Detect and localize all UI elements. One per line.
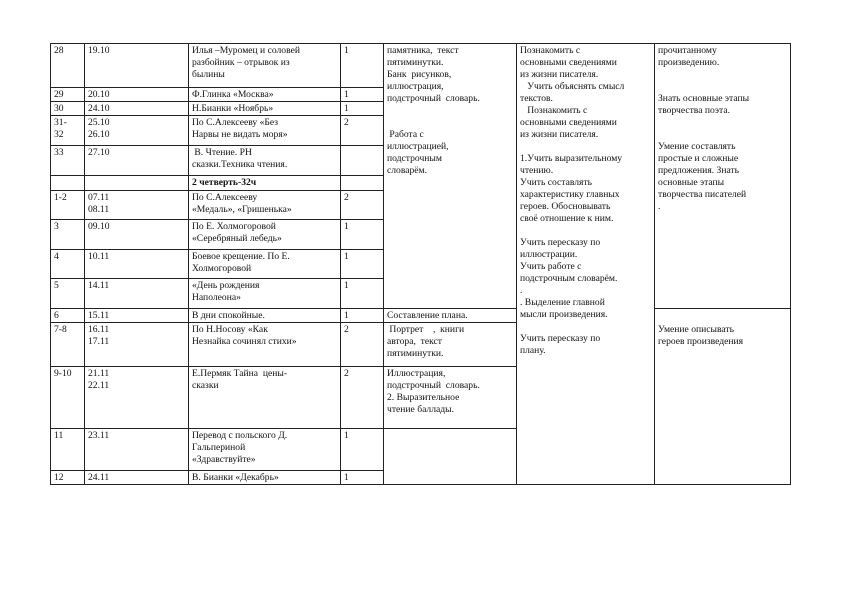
materials-cell: Составление плана. [387,310,468,321]
lesson-topic: Боевое крещение. По Е. Холмогоровой [192,251,290,274]
lesson-topic: В дни спокойные. [192,310,265,321]
lesson-number: 33 [54,147,64,158]
lesson-date: 21.11 22.11 [88,368,110,391]
lesson-date: 24.11 [88,472,110,483]
materials-cell: памятника, текст пятиминутки. Банк рисунков, иллюстрация, подстрочный словарь. Работа с иллюстрацией, подстрочным словарём. [387,45,480,176]
lesson-number: 7-8 [54,324,67,335]
table-bottom-border [50,484,791,485]
lesson-date: 10.11 [88,251,110,262]
lesson-hours: 1 [344,310,349,321]
materials-cell: Портрет , книги автора, текст пятиминутки. [387,324,465,359]
lesson-topic: Н.Бианки «Ноябрь» [192,103,274,114]
lesson-number: 1-2 [54,192,67,203]
lesson-date: 20.10 [88,89,110,100]
lesson-topic: По С.Алексееву «Без Нарвы не видать моря» [192,117,288,140]
materials-cell: Иллюстрация, подстрочный словарь. 2. Выразительное чтение баллады. [387,368,480,415]
lesson-topic: Перевод с польского Д. Гальпериной «Здравствуйте» [192,430,288,465]
lesson-topic: По Н.Носову «Как Незнайка сочинял стихи» [192,324,297,347]
lesson-hours: 1 [344,103,349,114]
quarter-heading: 2 четверть-32ч [192,177,257,188]
lesson-topic: В. Чтение. РН сказки.Техника чтения. [192,147,288,170]
results-cell: Умение описывать героев произведения [658,324,744,347]
lesson-number: 9-10 [54,368,72,379]
results-cell: прочитанному произведению. Знать основные этапы творчества поэта. Умение составлять простые и сложные предложения. Знать основные этапы творчества писателей . [658,45,750,212]
lesson-topic: «День рождения Наполеона» [192,280,260,303]
lesson-number: 12 [54,472,64,483]
lesson-hours: 1 [344,280,349,291]
lesson-date: 15.11 [88,310,110,321]
lesson-date: 19.10 [88,45,110,56]
lesson-hours: 1 [344,89,349,100]
table-top-border [50,43,791,44]
lesson-hours: 2 [344,324,349,335]
lesson-date: 25.10 26.10 [88,117,110,140]
lesson-topic: По С.Алексееву «Медаль», «Гришенька» [192,192,292,215]
lesson-topic: Ф.Глинка «Москва» [192,89,274,100]
lesson-date: 23.11 [88,430,110,441]
lesson-number: 4 [54,251,59,262]
lesson-number: 3 [54,221,59,232]
lesson-date: 07.11 08.11 [88,192,110,215]
lesson-number: 6 [54,310,59,321]
lesson-date: 09.10 [88,221,110,232]
lesson-number: 29 [54,89,64,100]
lesson-number: 30 [54,103,64,114]
lesson-topic: По Е. Холмогоровой «Серебряный лебедь» [192,221,282,244]
lesson-date: 27.10 [88,147,110,158]
lesson-number: 5 [54,280,59,291]
lesson-topic: Илья –Муромец и соловей разбойник – отрывок из былины [192,45,300,80]
goals-cell: Познакомить с основными сведениями из жизни писателя. Учить объяснять смысл текстов. Познакомить с основными сведениями из жизни писателя. 1.Учить выразительному чтению. Учить составлять характеристику главных героев. Обосновывать своё отношение к ним. Учить пересказу по иллюстрации. Учить работе с подстрочным словарём. . . Выделение главной мысли произведения. Учить пересказу по плану. [520,45,625,356]
lesson-topic: В. Бианки «Декабрь» [192,472,279,483]
lesson-hours: 2 [344,368,349,379]
lesson-hours: 2 [344,117,349,128]
lesson-date: 16.11 17.11 [88,324,110,347]
lesson-hours: 1 [344,472,349,483]
lesson-hours: 1 [344,221,349,232]
lesson-hours: 1 [344,251,349,262]
lesson-date: 24.10 [88,103,110,114]
lesson-date: 14.11 [88,280,110,291]
lesson-number: 28 [54,45,64,56]
lesson-number: 11 [54,430,64,441]
lesson-number: 31- 32 [54,117,67,140]
lesson-hours: 1 [344,430,349,441]
lesson-topic: Е.Пермяк Тайна цены- сказки [192,368,288,391]
lesson-hours: 1 [344,45,349,56]
lesson-hours: 2 [344,192,349,203]
